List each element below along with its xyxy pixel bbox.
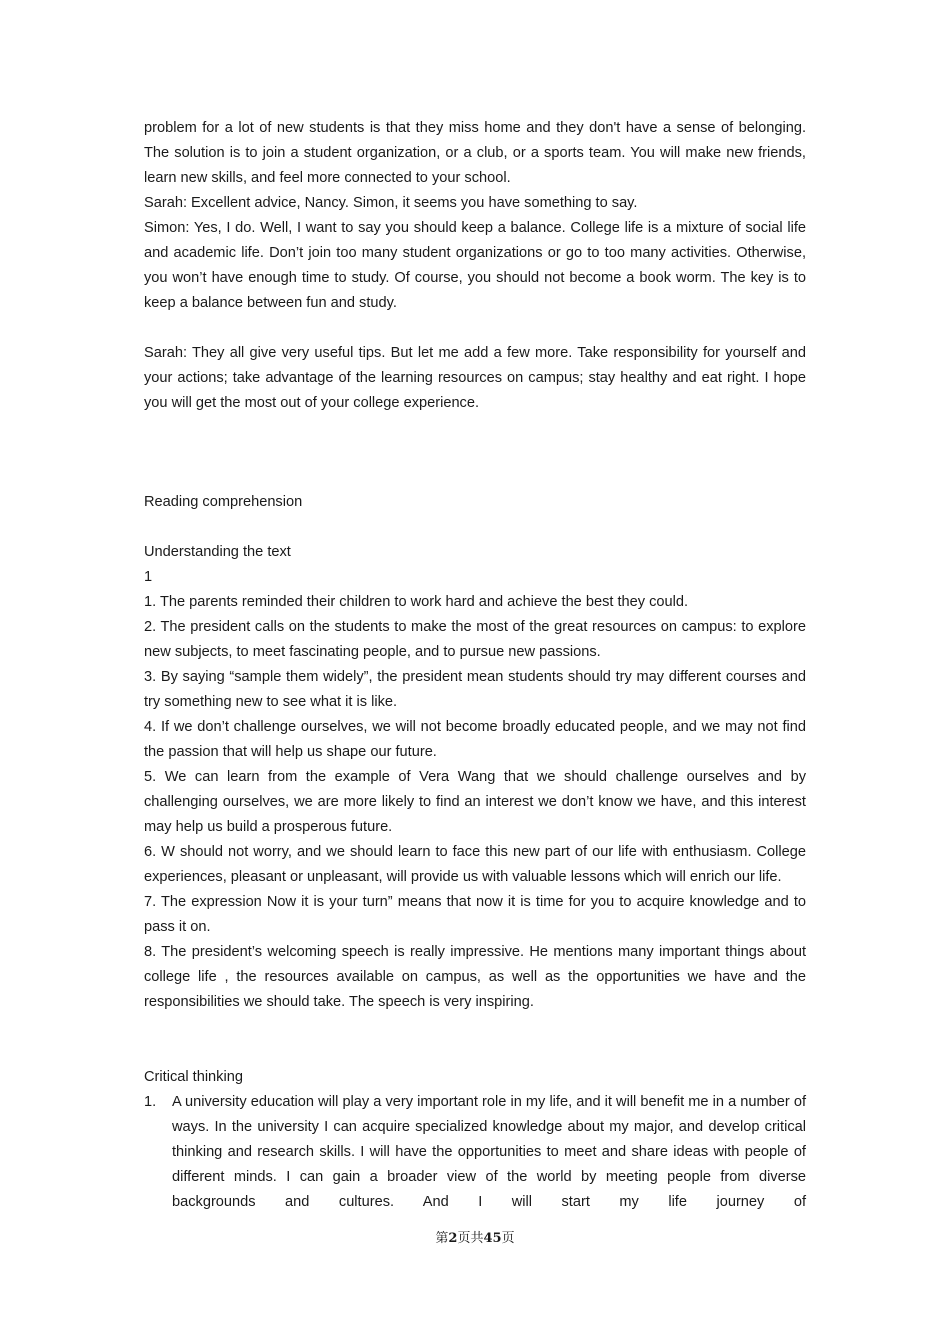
list-number: 1. <box>144 1094 157 1110</box>
answer-8: 8. The president’s welcoming speech is really impressive. He mentions many important things about college life , the resources available on campus, as well as the opportunities we have and the responsibilities we should take. The speech is very inspiring. <box>144 944 806 1010</box>
footer-prefix: 第 <box>435 1231 449 1246</box>
critical-thinking-heading: Critical thinking <box>144 1069 243 1085</box>
section-number: 1 <box>144 569 153 585</box>
footer-suffix: 页 <box>501 1231 515 1246</box>
footer-middle: 页共 <box>457 1231 484 1246</box>
dialogue-paragraph-1: problem for a lot of new students is that they miss home and they don't have a sense of belonging. The solution is to join a student organization, or a club, or a sports team. You will make new friends, learn new skills, and feel more connected to your school. <box>144 120 806 186</box>
page-footer <box>0 1229 950 1249</box>
list-item-text: A university education will play a very important role in my life, and it will benefit me in a number of ways. In the university I can acquire specialized knowledge about my major, and develop critical thinking and research skills. I will have the opportunities to meet and share ideas with people of different minds. I can gain a broader view of the world by meeting people from diverse backgrounds and cultures. And I will start my life journey of <box>172 1094 806 1210</box>
footer-current-page: 2 <box>448 1231 458 1246</box>
answer-2: 2. The president calls on the students to make the most of the great resources on campus: to explore new subjects, to meet fascinating people, and to pursue new passions. <box>144 619 806 660</box>
dialogue-paragraph-2: Sarah: Excellent advice, Nancy. Simon, it seems you have something to say. <box>144 195 638 211</box>
answer-1: 1. The parents reminded their children to work hard and achieve the best they could. <box>144 594 689 610</box>
dialogue-paragraph-3: Simon: Yes, I do. Well, I want to say you should keep a balance. College life is a mixture of social life and academic life. Don’t join too many student organizations or go to too many activities. Otherwise, you won’t have enough time to study. Of course, you should not become a book worm. The key is to keep a balance between fun and study. <box>144 220 806 311</box>
answer-3: 3. By saying “sample them widely”, the president mean students should try may different courses and try something new to see what it is like. <box>144 669 806 710</box>
answer-4: 4. If we don’t challenge ourselves, we will not become broadly educated people, and we may not find the passion that will help us shape our future. <box>144 719 806 760</box>
answer-7: 7. The expression Now it is your turn” means that now it is time for you to acquire knowledge and to pass it on. <box>144 894 806 935</box>
reading-heading: Reading comprehension <box>144 494 303 510</box>
dialogue-paragraph-4: Sarah: They all give very useful tips. But let me add a few more. Take responsibility for yourself and your actions; take advantage of the learning resources on campus; stay healthy and eat right. I hope you will get the most out of your college experience. <box>144 345 806 411</box>
answer-5: 5. We can learn from the example of Vera Wang that we should challenge ourselves and by challenging ourselves, we are more likely to find an interest we don’t know we have, and this interest may help us build a prosperous future. <box>144 769 806 835</box>
understanding-subheading: Understanding the text <box>144 544 291 560</box>
footer-total-pages: 45 <box>483 1231 502 1246</box>
document-page <box>144 116 806 1215</box>
critical-thinking-item-1 <box>144 1090 806 1215</box>
answer-6: 6. W should not worry, and we should learn to face this new part of our life with enthusiasm. College experiences, pleasant or unpleasant, will provide us with valuable lessons which will enrich our life. <box>144 844 806 885</box>
